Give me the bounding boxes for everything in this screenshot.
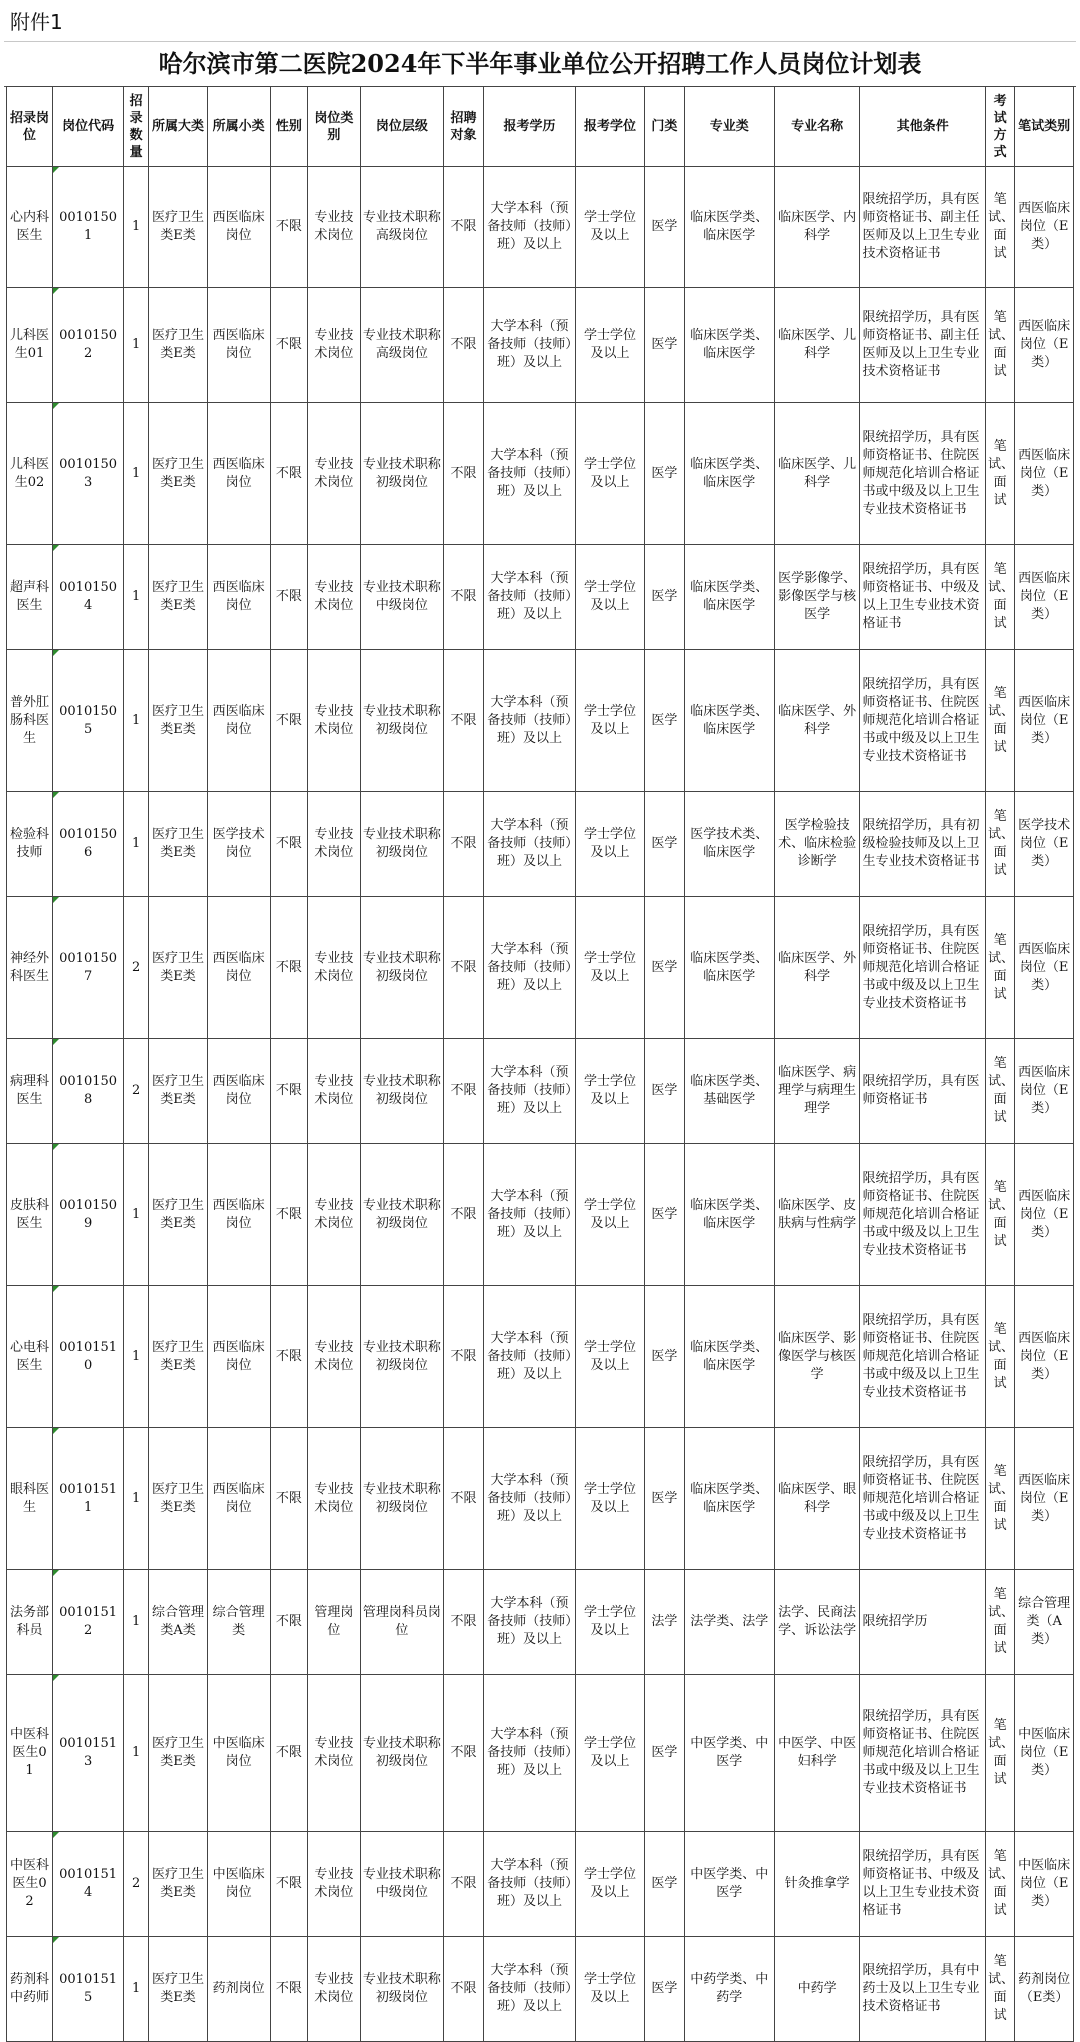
discipline-cell: 医学: [645, 1937, 685, 2042]
column-header: 报考学位: [575, 87, 644, 167]
discipline-cell: 医学: [645, 792, 685, 897]
target-cell: 不限: [444, 792, 484, 897]
column-header: 招聘对象: [444, 87, 484, 167]
degree-cell: 学士学位及以上: [575, 403, 644, 545]
degree-cell: 学士学位及以上: [575, 1144, 644, 1286]
subcategory-cell: 中医临床岗位: [207, 1832, 270, 1937]
subcategory-cell: 西医临床岗位: [207, 288, 270, 403]
category-cell: 医疗卫生类E类: [149, 545, 208, 650]
degree-cell: 学士学位及以上: [575, 1039, 644, 1144]
written-exam-type-cell: 中医临床岗位（E类）: [1015, 1832, 1074, 1937]
table-row: [7, 792, 1074, 897]
hire-count-cell: 1: [124, 288, 149, 403]
hire-count-cell: 1: [124, 1286, 149, 1428]
exam-method-cell: 笔试、面试: [986, 792, 1015, 897]
post-level-cell: 专业技术职称初级岗位: [360, 1937, 444, 2042]
table-row: [7, 167, 1074, 288]
education-cell: 大学本科（预备技师（技师）班）及以上: [483, 1570, 575, 1675]
education-cell: 大学本科（预备技师（技师）班）及以上: [483, 1937, 575, 2042]
post-type-cell: 专业技术岗位: [308, 403, 360, 545]
attachment-label: 附件1: [4, 2, 1076, 42]
post-name-cell: 病理科医生: [7, 1039, 53, 1144]
education-cell: 大学本科（预备技师（技师）班）及以上: [483, 1039, 575, 1144]
table-row: [7, 403, 1074, 545]
written-exam-type-cell: 西医临床岗位（E类）: [1015, 167, 1074, 288]
post-level-cell: 专业技术职称初级岗位: [360, 1428, 444, 1570]
exam-method-cell: 笔试、面试: [986, 1286, 1015, 1428]
other-conditions-cell: 限统招学历，具有医师资格证书、住院医师规范化培训合格证书或中级及以上卫生专业技术资格证书: [860, 1428, 986, 1570]
discipline-cell: 医学: [645, 650, 685, 792]
major-category-cell: 中药学类、中药学: [684, 1937, 774, 2042]
hire-count-cell: 2: [124, 1832, 149, 1937]
post-code-cell: 00101502: [53, 288, 124, 403]
discipline-cell: 医学: [645, 1832, 685, 1937]
major-category-cell: 法学类、法学: [684, 1570, 774, 1675]
major-name-cell: 临床医学、影像医学与核医学: [774, 1286, 860, 1428]
hire-count-cell: 1: [124, 1570, 149, 1675]
gender-cell: 不限: [270, 288, 308, 403]
column-header: 岗位代码: [53, 87, 124, 167]
gender-cell: 不限: [270, 897, 308, 1039]
discipline-cell: 医学: [645, 288, 685, 403]
hire-count-cell: 1: [124, 1428, 149, 1570]
degree-cell: 学士学位及以上: [575, 1675, 644, 1832]
column-header: 招录岗位: [7, 87, 53, 167]
exam-method-cell: 笔试、面试: [986, 1039, 1015, 1144]
hire-count-cell: 1: [124, 1675, 149, 1832]
major-name-cell: 中药学: [774, 1937, 860, 2042]
major-category-cell: 临床医学类、临床医学: [684, 1428, 774, 1570]
education-cell: 大学本科（预备技师（技师）班）及以上: [483, 1286, 575, 1428]
exam-method-cell: 笔试、面试: [986, 1144, 1015, 1286]
subcategory-cell: 综合管理类: [207, 1570, 270, 1675]
category-cell: 医疗卫生类E类: [149, 897, 208, 1039]
other-conditions-cell: 限统招学历，具有医师资格证书、住院医师规范化培训合格证书或中级及以上卫生专业技术资格证书: [860, 1286, 986, 1428]
subcategory-cell: 西医临床岗位: [207, 1039, 270, 1144]
subcategory-cell: 西医临床岗位: [207, 1428, 270, 1570]
gender-cell: 不限: [270, 545, 308, 650]
post-level-cell: 专业技术职称中级岗位: [360, 1832, 444, 1937]
education-cell: 大学本科（预备技师（技师）班）及以上: [483, 167, 575, 288]
other-conditions-cell: 限统招学历，具有医师资格证书、住院医师规范化培训合格证书或中级及以上卫生专业技术资格证书: [860, 1144, 986, 1286]
degree-cell: 学士学位及以上: [575, 1286, 644, 1428]
subcategory-cell: 西医临床岗位: [207, 403, 270, 545]
column-header: 专业名称: [774, 87, 860, 167]
degree-cell: 学士学位及以上: [575, 1937, 644, 2042]
gender-cell: 不限: [270, 1675, 308, 1832]
column-header: 岗位类别: [308, 87, 360, 167]
post-level-cell: 专业技术职称中级岗位: [360, 545, 444, 650]
gender-cell: 不限: [270, 792, 308, 897]
post-level-cell: 专业技术职称初级岗位: [360, 897, 444, 1039]
major-category-cell: 医学技术类、临床医学: [684, 792, 774, 897]
gender-cell: 不限: [270, 1144, 308, 1286]
discipline-cell: 医学: [645, 1428, 685, 1570]
post-level-cell: 专业技术职称初级岗位: [360, 1286, 444, 1428]
major-category-cell: 中医学类、中医学: [684, 1832, 774, 1937]
other-conditions-cell: 限统招学历，具有医师资格证书、住院医师规范化培训合格证书或中级及以上卫生专业技术资格证书: [860, 897, 986, 1039]
table-row: [7, 288, 1074, 403]
other-conditions-cell: 限统招学历，具有医师资格证书、中级及以上卫生专业技术资格证书: [860, 1832, 986, 1937]
post-code-cell: 00101504: [53, 545, 124, 650]
hire-count-cell: 2: [124, 897, 149, 1039]
major-name-cell: 临床医学、儿科学: [774, 288, 860, 403]
subcategory-cell: 西医临床岗位: [207, 545, 270, 650]
post-code-cell: 00101507: [53, 897, 124, 1039]
written-exam-type-cell: 西医临床岗位（E类）: [1015, 897, 1074, 1039]
discipline-cell: 法学: [645, 1570, 685, 1675]
education-cell: 大学本科（预备技师（技师）班）及以上: [483, 403, 575, 545]
table-row: [7, 897, 1074, 1039]
post-level-cell: 专业技术职称初级岗位: [360, 792, 444, 897]
education-cell: 大学本科（预备技师（技师）班）及以上: [483, 545, 575, 650]
discipline-cell: 医学: [645, 545, 685, 650]
written-exam-type-cell: 西医临床岗位（E类）: [1015, 288, 1074, 403]
exam-method-cell: 笔试、面试: [986, 288, 1015, 403]
column-header: 招录数量: [124, 87, 149, 167]
post-type-cell: 专业技术岗位: [308, 1039, 360, 1144]
post-level-cell: 专业技术职称初级岗位: [360, 1675, 444, 1832]
column-header: 专业类: [684, 87, 774, 167]
post-name-cell: 法务部科员: [7, 1570, 53, 1675]
other-conditions-cell: 限统招学历，具有医师资格证书、住院医师规范化培训合格证书或中级及以上卫生专业技术资格证书: [860, 403, 986, 545]
exam-method-cell: 笔试、面试: [986, 650, 1015, 792]
other-conditions-cell: 限统招学历，具有医师资格证书: [860, 1039, 986, 1144]
written-exam-type-cell: 西医临床岗位（E类）: [1015, 1286, 1074, 1428]
post-code-cell: 00101506: [53, 792, 124, 897]
table-row: [7, 1144, 1074, 1286]
post-name-cell: 普外肛肠科医生: [7, 650, 53, 792]
target-cell: 不限: [444, 1570, 484, 1675]
table-row: [7, 1039, 1074, 1144]
category-cell: 医疗卫生类E类: [149, 1144, 208, 1286]
degree-cell: 学士学位及以上: [575, 545, 644, 650]
exam-method-cell: 笔试、面试: [986, 1428, 1015, 1570]
post-level-cell: 专业技术职称初级岗位: [360, 1039, 444, 1144]
written-exam-type-cell: 西医临床岗位（E类）: [1015, 1144, 1074, 1286]
category-cell: 医疗卫生类E类: [149, 650, 208, 792]
category-cell: 医疗卫生类E类: [149, 1428, 208, 1570]
education-cell: 大学本科（预备技师（技师）班）及以上: [483, 792, 575, 897]
hire-count-cell: 1: [124, 403, 149, 545]
post-code-cell: 00101505: [53, 650, 124, 792]
major-category-cell: 临床医学类、临床医学: [684, 545, 774, 650]
discipline-cell: 医学: [645, 1675, 685, 1832]
exam-method-cell: 笔试、面试: [986, 167, 1015, 288]
education-cell: 大学本科（预备技师（技师）班）及以上: [483, 1144, 575, 1286]
subcategory-cell: 西医临床岗位: [207, 650, 270, 792]
post-name-cell: 检验科技师: [7, 792, 53, 897]
major-category-cell: 临床医学类、临床医学: [684, 650, 774, 792]
post-code-cell: 00101509: [53, 1144, 124, 1286]
exam-method-cell: 笔试、面试: [986, 1675, 1015, 1832]
discipline-cell: 医学: [645, 1144, 685, 1286]
other-conditions-cell: 限统招学历，具有医师资格证书、中级及以上卫生专业技术资格证书: [860, 545, 986, 650]
written-exam-type-cell: 西医临床岗位（E类）: [1015, 403, 1074, 545]
category-cell: 医疗卫生类E类: [149, 403, 208, 545]
hire-count-cell: 1: [124, 792, 149, 897]
major-name-cell: 法学、民商法学、诉讼法学: [774, 1570, 860, 1675]
post-type-cell: 专业技术岗位: [308, 650, 360, 792]
gender-cell: 不限: [270, 1286, 308, 1428]
major-name-cell: 医学影像学、影像医学与核医学: [774, 545, 860, 650]
other-conditions-cell: 限统招学历，具有医师资格证书、住院医师规范化培训合格证书或中级及以上卫生专业技术资格证书: [860, 650, 986, 792]
target-cell: 不限: [444, 650, 484, 792]
hire-count-cell: 2: [124, 1039, 149, 1144]
post-code-cell: 00101513: [53, 1675, 124, 1832]
discipline-cell: 医学: [645, 167, 685, 288]
table-row: [7, 1675, 1074, 1832]
table-body: [7, 167, 1074, 2042]
subcategory-cell: 医学技术岗位: [207, 792, 270, 897]
post-code-cell: 00101512: [53, 1570, 124, 1675]
degree-cell: 学士学位及以上: [575, 792, 644, 897]
other-conditions-cell: 限统招学历，具有医师资格证书、副主任医师及以上卫生专业技术资格证书: [860, 167, 986, 288]
subcategory-cell: 药剂岗位: [207, 1937, 270, 2042]
table-row: [7, 650, 1074, 792]
column-header: 笔试类别: [1015, 87, 1074, 167]
other-conditions-cell: 限统招学历，具有医师资格证书、副主任医师及以上卫生专业技术资格证书: [860, 288, 986, 403]
written-exam-type-cell: 西医临床岗位（E类）: [1015, 650, 1074, 792]
discipline-cell: 医学: [645, 403, 685, 545]
post-name-cell: 中医科医生01: [7, 1675, 53, 1832]
written-exam-type-cell: 中医临床岗位（E类）: [1015, 1675, 1074, 1832]
gender-cell: 不限: [270, 1832, 308, 1937]
post-type-cell: 专业技术岗位: [308, 288, 360, 403]
target-cell: 不限: [444, 545, 484, 650]
other-conditions-cell: 限统招学历，具有中药士及以上卫生专业技术资格证书: [860, 1937, 986, 2042]
major-category-cell: 临床医学类、临床医学: [684, 1286, 774, 1428]
post-code-cell: 00101511: [53, 1428, 124, 1570]
target-cell: 不限: [444, 1675, 484, 1832]
target-cell: 不限: [444, 1039, 484, 1144]
hire-count-cell: 1: [124, 1144, 149, 1286]
post-code-cell: 00101508: [53, 1039, 124, 1144]
education-cell: 大学本科（预备技师（技师）班）及以上: [483, 1675, 575, 1832]
table-row: [7, 1832, 1074, 1937]
hire-count-cell: 1: [124, 650, 149, 792]
degree-cell: 学士学位及以上: [575, 167, 644, 288]
column-header: 考试方式: [986, 87, 1015, 167]
post-level-cell: 专业技术职称初级岗位: [360, 650, 444, 792]
post-name-cell: 中医科医生02: [7, 1832, 53, 1937]
post-type-cell: 专业技术岗位: [308, 1832, 360, 1937]
major-name-cell: 临床医学、内科学: [774, 167, 860, 288]
post-name-cell: 超声科医生: [7, 545, 53, 650]
degree-cell: 学士学位及以上: [575, 1832, 644, 1937]
written-exam-type-cell: 综合管理类（A类）: [1015, 1570, 1074, 1675]
major-category-cell: 临床医学类、临床医学: [684, 1144, 774, 1286]
category-cell: 医疗卫生类E类: [149, 1039, 208, 1144]
post-level-cell: 专业技术职称初级岗位: [360, 403, 444, 545]
post-code-cell: 00101503: [53, 403, 124, 545]
post-name-cell: 心内科医生: [7, 167, 53, 288]
column-header: 岗位层级: [360, 87, 444, 167]
post-type-cell: 专业技术岗位: [308, 545, 360, 650]
post-type-cell: 专业技术岗位: [308, 792, 360, 897]
exam-method-cell: 笔试、面试: [986, 1937, 1015, 2042]
education-cell: 大学本科（预备技师（技师）班）及以上: [483, 897, 575, 1039]
post-level-cell: 专业技术职称高级岗位: [360, 167, 444, 288]
target-cell: 不限: [444, 1937, 484, 2042]
exam-method-cell: 笔试、面试: [986, 403, 1015, 545]
subcategory-cell: 西医临床岗位: [207, 897, 270, 1039]
major-category-cell: 临床医学类、临床医学: [684, 167, 774, 288]
category-cell: 医疗卫生类E类: [149, 1832, 208, 1937]
major-category-cell: 临床医学类、临床医学: [684, 288, 774, 403]
target-cell: 不限: [444, 1832, 484, 1937]
recruitment-table: [6, 86, 1074, 2042]
gender-cell: 不限: [270, 1039, 308, 1144]
education-cell: 大学本科（预备技师（技师）班）及以上: [483, 1832, 575, 1937]
post-level-cell: 专业技术职称高级岗位: [360, 288, 444, 403]
major-category-cell: 临床医学类、临床医学: [684, 897, 774, 1039]
exam-method-cell: 笔试、面试: [986, 897, 1015, 1039]
post-type-cell: 专业技术岗位: [308, 1675, 360, 1832]
column-header: 其他条件: [860, 87, 986, 167]
gender-cell: 不限: [270, 167, 308, 288]
subcategory-cell: 中医临床岗位: [207, 1675, 270, 1832]
other-conditions-cell: 限统招学历，具有医师资格证书、住院医师规范化培训合格证书或中级及以上卫生专业技术资格证书: [860, 1675, 986, 1832]
column-header: 报考学历: [483, 87, 575, 167]
post-name-cell: 儿科医生02: [7, 403, 53, 545]
gender-cell: 不限: [270, 650, 308, 792]
exam-method-cell: 笔试、面试: [986, 1570, 1015, 1675]
post-type-cell: 专业技术岗位: [308, 1286, 360, 1428]
post-level-cell: 专业技术职称初级岗位: [360, 1144, 444, 1286]
written-exam-type-cell: 西医临床岗位（E类）: [1015, 1039, 1074, 1144]
degree-cell: 学士学位及以上: [575, 1570, 644, 1675]
major-category-cell: 中医学类、中医学: [684, 1675, 774, 1832]
post-level-cell: 管理岗科员岗位: [360, 1570, 444, 1675]
exam-method-cell: 笔试、面试: [986, 1832, 1015, 1937]
discipline-cell: 医学: [645, 1286, 685, 1428]
target-cell: 不限: [444, 167, 484, 288]
written-exam-type-cell: 医学技术岗位（E类）: [1015, 792, 1074, 897]
category-cell: 综合管理类A类: [149, 1570, 208, 1675]
degree-cell: 学士学位及以上: [575, 650, 644, 792]
hire-count-cell: 1: [124, 167, 149, 288]
category-cell: 医疗卫生类E类: [149, 167, 208, 288]
other-conditions-cell: 限统招学历: [860, 1570, 986, 1675]
post-type-cell: 专业技术岗位: [308, 167, 360, 288]
hire-count-cell: 1: [124, 1937, 149, 2042]
category-cell: 医疗卫生类E类: [149, 1937, 208, 2042]
post-name-cell: 皮肤科医生: [7, 1144, 53, 1286]
other-conditions-cell: 限统招学历，具有初级检验技师及以上卫生专业技术资格证书: [860, 792, 986, 897]
major-name-cell: 临床医学、外科学: [774, 650, 860, 792]
header-row: [7, 87, 1074, 167]
major-name-cell: 临床医学、皮肤病与性病学: [774, 1144, 860, 1286]
exam-method-cell: 笔试、面试: [986, 545, 1015, 650]
post-name-cell: 眼科医生: [7, 1428, 53, 1570]
gender-cell: 不限: [270, 403, 308, 545]
written-exam-type-cell: 西医临床岗位（E类）: [1015, 545, 1074, 650]
category-cell: 医疗卫生类E类: [149, 792, 208, 897]
table-row: [7, 545, 1074, 650]
post-name-cell: 药剂科中药师: [7, 1937, 53, 2042]
page-title: 哈尔滨市第二医院2024年下半年事业单位公开招聘工作人员岗位计划表: [4, 42, 1076, 87]
post-type-cell: 专业技术岗位: [308, 1144, 360, 1286]
major-category-cell: 临床医学类、基础医学: [684, 1039, 774, 1144]
category-cell: 医疗卫生类E类: [149, 288, 208, 403]
major-name-cell: 针灸推拿学: [774, 1832, 860, 1937]
education-cell: 大学本科（预备技师（技师）班）及以上: [483, 650, 575, 792]
target-cell: 不限: [444, 1144, 484, 1286]
target-cell: 不限: [444, 288, 484, 403]
post-name-cell: 儿科医生01: [7, 288, 53, 403]
degree-cell: 学士学位及以上: [575, 897, 644, 1039]
category-cell: 医疗卫生类E类: [149, 1675, 208, 1832]
subcategory-cell: 西医临床岗位: [207, 1144, 270, 1286]
gender-cell: 不限: [270, 1937, 308, 2042]
column-header: 所属大类: [149, 87, 208, 167]
discipline-cell: 医学: [645, 897, 685, 1039]
gender-cell: 不限: [270, 1570, 308, 1675]
education-cell: 大学本科（预备技师（技师）班）及以上: [483, 288, 575, 403]
table-row: [7, 1428, 1074, 1570]
target-cell: 不限: [444, 1286, 484, 1428]
hire-count-cell: 1: [124, 545, 149, 650]
subcategory-cell: 西医临床岗位: [207, 1286, 270, 1428]
post-code-cell: 00101515: [53, 1937, 124, 2042]
degree-cell: 学士学位及以上: [575, 288, 644, 403]
category-cell: 医疗卫生类E类: [149, 1286, 208, 1428]
written-exam-type-cell: 西医临床岗位（E类）: [1015, 1428, 1074, 1570]
table-row: [7, 1286, 1074, 1428]
post-name-cell: 心电科医生: [7, 1286, 53, 1428]
major-name-cell: 医学检验技术、临床检验诊断学: [774, 792, 860, 897]
degree-cell: 学士学位及以上: [575, 1428, 644, 1570]
post-type-cell: 专业技术岗位: [308, 1428, 360, 1570]
column-header: 性别: [270, 87, 308, 167]
major-name-cell: 临床医学、儿科学: [774, 403, 860, 545]
written-exam-type-cell: 药剂岗位（E类）: [1015, 1937, 1074, 2042]
column-header: 门类: [645, 87, 685, 167]
post-type-cell: 专业技术岗位: [308, 897, 360, 1039]
table-row: [7, 1570, 1074, 1675]
major-name-cell: 中医学、中医妇科学: [774, 1675, 860, 1832]
major-name-cell: 临床医学、眼科学: [774, 1428, 860, 1570]
major-name-cell: 临床医学、外科学: [774, 897, 860, 1039]
target-cell: 不限: [444, 1428, 484, 1570]
post-type-cell: 专业技术岗位: [308, 1937, 360, 2042]
major-name-cell: 临床医学、病理学与病理生理学: [774, 1039, 860, 1144]
education-cell: 大学本科（预备技师（技师）班）及以上: [483, 1428, 575, 1570]
discipline-cell: 医学: [645, 1039, 685, 1144]
post-code-cell: 00101514: [53, 1832, 124, 1937]
major-category-cell: 临床医学类、临床医学: [684, 403, 774, 545]
target-cell: 不限: [444, 403, 484, 545]
post-code-cell: 00101501: [53, 167, 124, 288]
post-type-cell: 管理岗位: [308, 1570, 360, 1675]
post-name-cell: 神经外科医生: [7, 897, 53, 1039]
column-header: 所属小类: [207, 87, 270, 167]
subcategory-cell: 西医临床岗位: [207, 167, 270, 288]
post-code-cell: 00101510: [53, 1286, 124, 1428]
target-cell: 不限: [444, 897, 484, 1039]
gender-cell: 不限: [270, 1428, 308, 1570]
table-row: [7, 1937, 1074, 2042]
